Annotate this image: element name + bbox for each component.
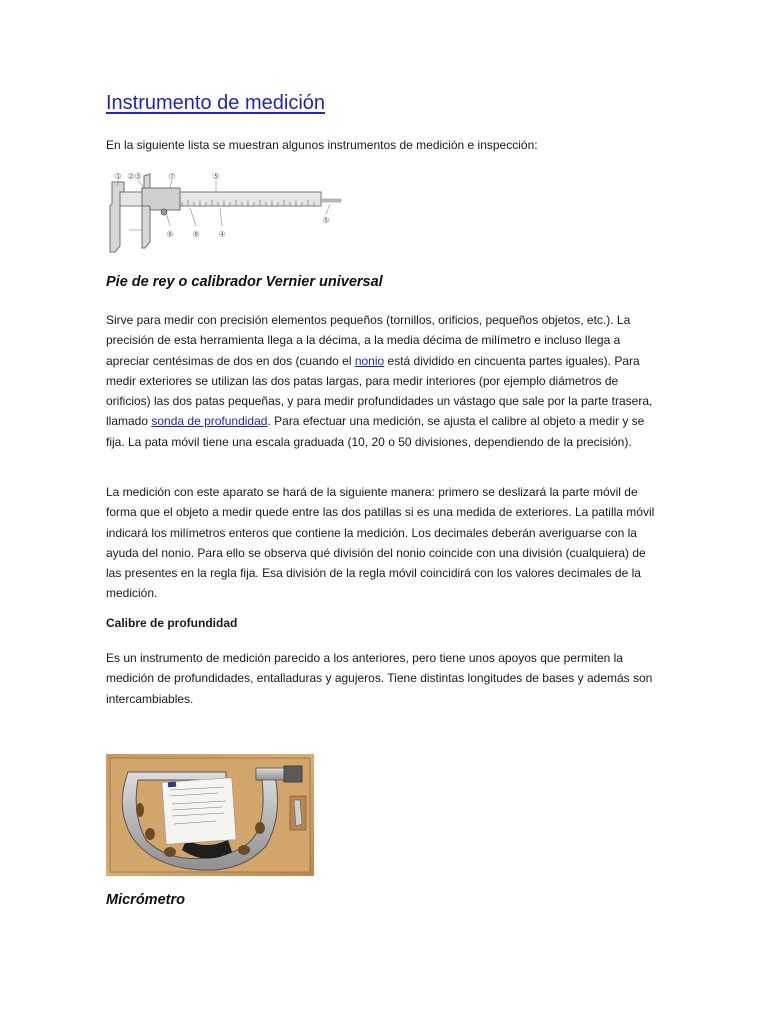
paragraph-text: está dividido en cincuenta partes iguales). Para medir exteriores se utilizan las dos patas largas, para medir interiores (por ejemplo diámetros de orificios) las dos patas pequeñas, y para medir profundidades un vástago que sale por la parte trasera, llamado <box>106 353 653 429</box>
caliper-label-5: 5 <box>214 174 218 180</box>
section-heading-micrometer: Micrómetro <box>106 892 185 908</box>
caliper-label-2: 2 <box>129 174 133 180</box>
vernier-caliper-image <box>104 168 346 256</box>
caliper-label-1: 1 <box>116 174 120 180</box>
paragraph-text: . Para efectuar una medición, se ajusta el calibre al objeto a medir y se fija. La pata móvil tiene una escala graduada (10, 20 o 50 divisiones, dependiendo de la precisión). <box>106 414 645 449</box>
section-heading-vernier: Pie de rey o calibrador Vernier universal <box>106 274 383 290</box>
intro-text: En la siguiente lista se muestran algunos instrumentos de medición e inspección: <box>106 138 538 152</box>
paragraph-depth-gauge: Es un instrumento de medición parecido a los anteriores, pero tiene unos apoyos que permiten la medición de profundidades, entalladuras y agujeros. Tiene distintas longitudes de bases y además son intercambiables. <box>106 651 653 706</box>
paragraph-vernier-usage: La medición con este aparato se hará de la siguiente manera: primero se deslizará la parte móvil de forma que el objeto a medir quede entre las dos patillas si es una medida de exteriores. La patilla móvil indicará los milímetros enteros que contiene la medición. Los decimales deberán averiguarse con la ayuda del nonio. Para ello se observa qué división del nonio coincide con una división (cualquiera) de las presentes en la regla fija. Esa división de la regla móvil coincidirá con los valores decimales de la medición. <box>106 485 655 601</box>
caliper-label-7: 7 <box>170 174 174 180</box>
page-title: Instrumento de medición <box>106 92 326 114</box>
link-sonda-de-profundidad[interactable]: sonda de profundidad <box>151 414 268 429</box>
paragraph-text: Sirve para medir con precisión elementos pequeños (tornillos, orificios, pequeños objetos, etc.). La precisión de esta herramienta llega a la décima, a la media décima de milímetro e incluso llega a apreciar centésimas de dos en dos (cuando el <box>106 313 631 368</box>
caliper-label-3: 3 <box>136 174 140 180</box>
link-nonio[interactable]: nonio <box>354 353 385 368</box>
caliper-label-5b: 5 <box>324 218 328 224</box>
caliper-label-6: 6 <box>168 232 172 238</box>
section-heading-depth-gauge: Calibre de profundidad <box>106 616 238 630</box>
caliper-label-4: 4 <box>220 232 224 238</box>
caliper-label-8: 8 <box>194 232 198 238</box>
micrometer-image <box>106 754 314 876</box>
paragraph-vernier-description <box>106 310 662 452</box>
